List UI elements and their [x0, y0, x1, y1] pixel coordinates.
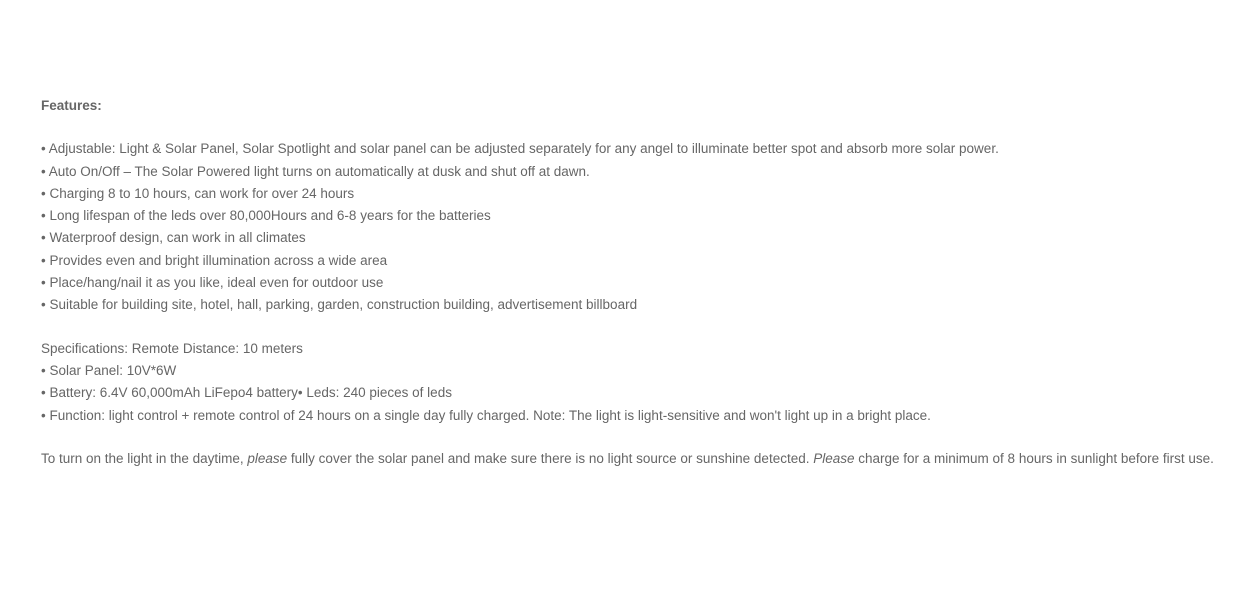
feature-item: • Provides even and bright illumination across a wide area [41, 252, 388, 268]
features-list [41, 138, 1231, 316]
feature-item: • Long lifespan of the leds over 80,000Hours and 6-8 years for the batteries [41, 208, 491, 224]
feature-item: • Charging 8 to 10 hours, can work for over 24 hours [41, 185, 355, 201]
feature-item: • Waterproof design, can work in all climates [41, 230, 306, 246]
usage-note-text: charge for a minimum of 8 hours in sunlight before first use. [854, 450, 1214, 466]
specification-item: • Battery: 6.4V 60,000mAh LiFepo4 battery• Leds: 240 pieces of leds [41, 385, 452, 401]
usage-note-emphasis: Please [813, 450, 855, 466]
spacer [41, 317, 1231, 338]
feature-item: • Suitable for building site, hotel, hall, parking, garden, construction building, advertisement billboard [41, 297, 638, 313]
features-heading: Features: [41, 98, 102, 113]
specifications-list [41, 338, 1231, 427]
product-description [41, 95, 1231, 470]
specification-item: • Solar Panel: 10V*6W [41, 362, 177, 378]
spacer [41, 427, 1231, 448]
specification-item: • Function: light control + remote control of 24 hours on a single day fully charged. Note: The light is light-sensitive and won't light up in a bright place. [41, 407, 931, 423]
feature-item: • Adjustable: Light & Solar Panel, Solar Spotlight and solar panel can be adjusted separately for any angel to illuminate better spot and absorb more solar power. [41, 141, 999, 157]
feature-item: • Auto On/Off – The Solar Powered light turns on automatically at dusk and shut off at dawn. [41, 163, 590, 179]
spacer [41, 117, 1231, 138]
usage-note-text: To turn on the light in the daytime, [41, 450, 248, 466]
specification-item: Specifications: Remote Distance: 10 meters [41, 340, 303, 356]
feature-item: • Place/hang/nail it as you like, ideal even for outdoor use [41, 275, 384, 291]
usage-note-emphasis: please [247, 450, 288, 466]
usage-note-text: fully cover the solar panel and make sure there is no light source or sunshine detected. [287, 450, 814, 466]
usage-note [41, 448, 1231, 470]
